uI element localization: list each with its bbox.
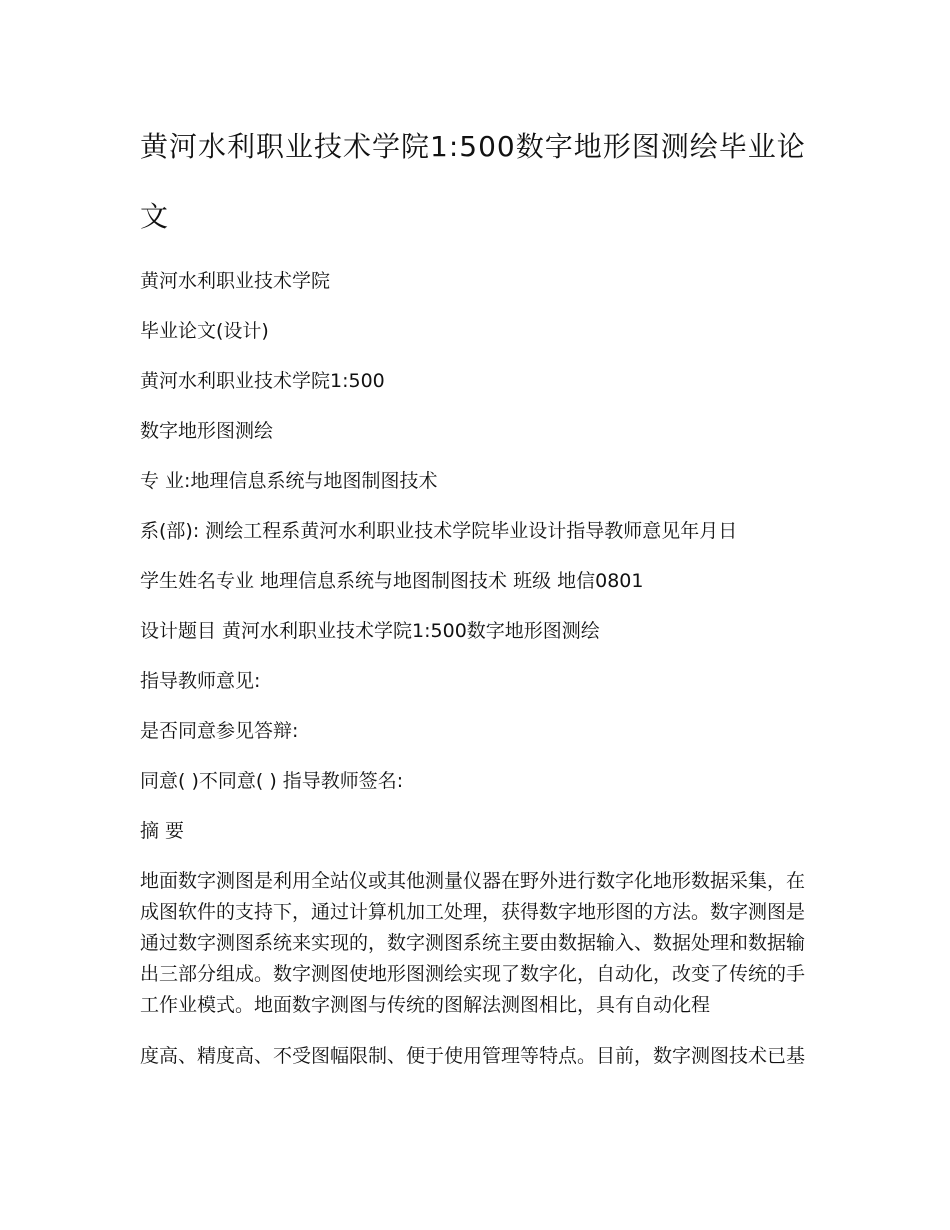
abstract-paragraph-2: 度高、精度高、不受图幅限制、便于使用管理等特点。目前，数字测图技术已基 (140, 1045, 806, 1067)
student-info-line: 学生姓名专业 地理信息系统与地图制图技术 班级 地信0801 (140, 570, 644, 592)
thesis-type: 毕业论文(设计) (140, 320, 269, 342)
abstract-paragraph-1: 地面数字测图是利用全站仪或其他测量仪器在野外进行数字化地形数据采集，在成图软件的支持下，通过计算机加工处理，获得数字地形图的方法。数字测图是通过数字测图系统来实现的，数字测图系统主要由数据输入、数据处理和数据输出三部分组成。数字测图使地形图测绘实现了数字化，自动化，改变了传统的手工作业模式。地面数字测图与传统的图解法测图相比，具有自动化程 (140, 870, 806, 1016)
school-name: 黄河水利职业技术学院 (140, 270, 331, 292)
approval-signature-line: 同意( )不同意( ) 指导教师签名: (140, 770, 404, 792)
department-line: 系(部): 测绘工程系黄河水利职业技术学院毕业设计指导教师意见年月日 (140, 520, 738, 542)
cover-title-line-1: 黄河水利职业技术学院1:500 (140, 370, 385, 392)
document-page (140, 0, 820, 1072)
defense-approval-label: 是否同意参见答辩: (140, 720, 299, 742)
design-topic-line: 设计题目 黄河水利职业技术学院1:500数字地形图测绘 (140, 620, 600, 642)
cover-title-line-2: 数字地形图测绘 (140, 420, 274, 442)
document-title: 黄河水利职业技术学院1:500数字地形图测绘毕业论文 (140, 130, 806, 233)
major-line: 专 业:地理信息系统与地图制图技术 (140, 470, 438, 492)
abstract-heading: 摘 要 (140, 820, 185, 842)
advisor-opinion-label: 指导教师意见: (140, 670, 261, 692)
